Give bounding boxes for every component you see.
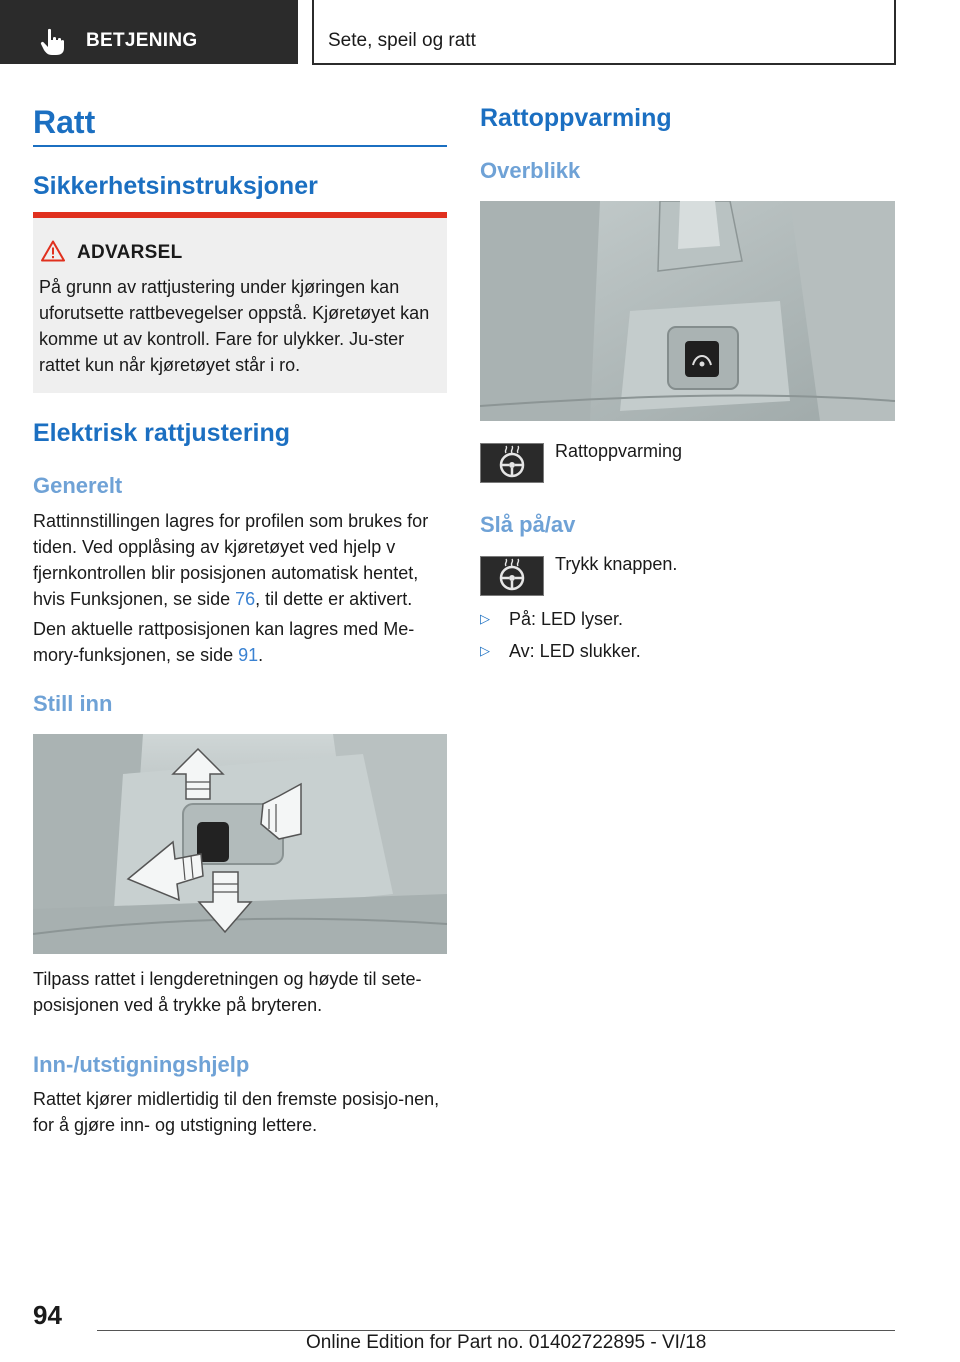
heating-overview-photo xyxy=(480,201,895,421)
title-rule xyxy=(33,145,447,147)
warning-title: ADVARSEL xyxy=(77,242,183,263)
triangle-bullet-icon: ▷ xyxy=(480,611,490,626)
heating-button-icon xyxy=(480,556,544,596)
general-heading: Generelt xyxy=(33,473,123,498)
page-title: Ratt xyxy=(33,104,96,140)
page-link-91[interactable]: 91 xyxy=(238,645,259,665)
safety-heading: Sikkerhetsinstruksjoner xyxy=(33,172,318,200)
overview-heading: Overblikk xyxy=(480,158,581,183)
general-paragraph-1: Rattinnstillingen lagres for profilen som brukes for tiden. Ved opplåsing av kjøretøyet ved hjelp v fjernkontrollen blir posisjonen automatisk hentet, hvis Funksjonen, se side 76, til dette er aktivert. xyxy=(33,511,429,609)
toggle-text: Trykk knappen. xyxy=(555,554,678,574)
warning-text: På grunn av rattjustering under kjøringen kan uforutsette rattbevegelser oppstå. Kjøretøyet kan komme ut av kontroll. Fare for ulykker. Ju-ster rattet kun når kjøretøyet står i ro. xyxy=(39,277,430,375)
warning-triangle-icon xyxy=(41,240,65,262)
set-text: Tilpass rattet i lengderetningen og høyde til sete-posisjonen ved å trykke på bryteren. xyxy=(33,969,422,1015)
hand-pointer-icon xyxy=(40,28,66,56)
header-chapter-label: Sete, speil og ratt xyxy=(328,30,476,51)
entry-assist-text: Rattet kjører midlertidig til den fremste posisjo-nen, for å gjøre inn- og utstigning lettere. xyxy=(33,1089,440,1135)
toggle-heading: Slå på/av xyxy=(480,512,576,537)
footer-rule xyxy=(97,1330,895,1331)
heating-heading: Rattoppvarming xyxy=(480,104,672,132)
header-chapter-box xyxy=(312,0,896,65)
header-section-label: BETJENING xyxy=(86,30,198,51)
steering-wheel-heating-icon xyxy=(480,443,544,483)
electric-adjust-heading: Elektrisk rattjustering xyxy=(33,419,291,447)
set-heading: Still inn xyxy=(33,691,113,716)
general-paragraph-2: Den aktuelle rattposisjonen kan lagres med Me-mory-funksjonen, se side 91. xyxy=(33,619,415,665)
page-number: 94 xyxy=(33,1300,62,1330)
steering-adjust-illustration xyxy=(33,734,447,954)
entry-assist-heading: Inn-/utstigningshjelp xyxy=(33,1052,250,1077)
header-section-tab xyxy=(0,0,298,64)
warning-box xyxy=(33,212,447,393)
page-link-76[interactable]: 76 xyxy=(235,589,256,609)
triangle-bullet-icon: ▷ xyxy=(480,643,490,658)
overview-icon-label: Rattoppvarming xyxy=(555,441,683,461)
steering-adjust-photo xyxy=(33,734,447,954)
footer-edition: Online Edition for Part no. 01402722895 - VI/18 xyxy=(306,1332,707,1353)
heating-overview-illustration xyxy=(480,201,895,421)
